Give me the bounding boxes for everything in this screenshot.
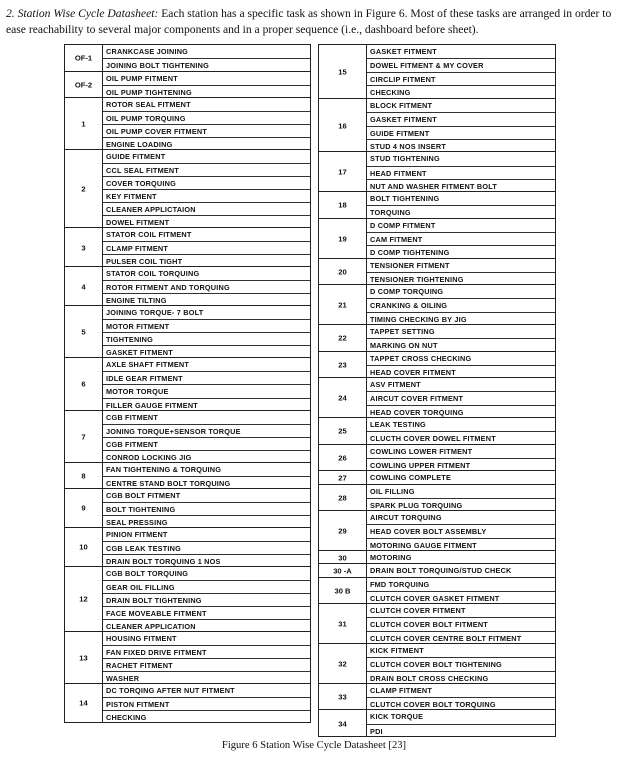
- task-row: COWLING LOWER FITMENT: [370, 446, 473, 456]
- task-row: MOTOR TORQUE: [103, 384, 310, 397]
- task-row: HEAD COVER FITMENT: [367, 365, 555, 378]
- station-group: [319, 258, 555, 286]
- station-number: 25: [338, 426, 347, 436]
- station-number: 16: [338, 121, 347, 131]
- station-number: 19: [338, 234, 347, 244]
- station-number: 23: [338, 360, 347, 370]
- station-number: 8: [81, 471, 86, 481]
- task-row: AIRCUT COVER FITMENT: [367, 391, 555, 404]
- task-row: MOTORING GAUGE FITMENT: [367, 538, 555, 551]
- task-row: KICK TORQUE: [370, 712, 424, 722]
- task-row: CCL SEAL FITMENT: [103, 163, 310, 176]
- task-row: GEAR OIL FILLING: [103, 580, 310, 593]
- task-row: PISTON FITMENT: [103, 697, 310, 710]
- figure-caption: Figure 6 Station Wise Cycle Datasheet [23]: [221, 740, 407, 751]
- task-row: CLEANER APPLICATION: [103, 619, 310, 632]
- station-group: [65, 45, 310, 71]
- task-row: STATOR COIL TORQUING: [106, 269, 200, 279]
- station-group: [319, 470, 555, 484]
- station-number: 9: [81, 503, 86, 513]
- station-number: 30: [338, 553, 347, 563]
- task-row: CGB FITMENT: [106, 412, 159, 422]
- task-row: GASKET FITMENT: [370, 47, 437, 56]
- station-number: 29: [338, 526, 347, 536]
- station-number: 18: [338, 200, 347, 210]
- station-group: [319, 98, 555, 152]
- station-group: [65, 488, 310, 528]
- station-number: 30 B: [334, 586, 351, 596]
- task-row: BOLT TIGHTENING: [103, 502, 310, 515]
- task-row: CONROD LOCKING JIG: [103, 450, 310, 463]
- task-row: BOLT TIGHTENING: [370, 194, 440, 204]
- task-row: PINION FITMENT: [106, 529, 168, 539]
- task-row: D COMP TORQUING: [370, 287, 444, 297]
- station-group: [319, 683, 555, 711]
- station-group: [65, 631, 310, 684]
- station-group: [319, 151, 555, 192]
- task-row: STUD 4 NOS INSERT: [367, 139, 555, 152]
- station-number: 14: [79, 698, 88, 708]
- task-row: LEAK TESTING: [370, 420, 426, 430]
- station-group: [65, 683, 310, 723]
- station-group: [65, 357, 310, 410]
- task-row: GASKET FITMENT: [103, 345, 310, 358]
- task-row: KEY FITMENT: [103, 189, 310, 202]
- task-row: GUIDE FITMENT: [106, 152, 166, 162]
- task-row: COWLING UPPER FITMENT: [367, 458, 555, 471]
- task-row: CGB LEAK TESTING: [103, 541, 310, 554]
- station-number: 15: [338, 67, 347, 77]
- task-row: CLUTCH COVER CENTRE BOLT FITMENT: [367, 631, 555, 644]
- station-number: 5: [81, 327, 86, 337]
- station-number: 27: [338, 473, 347, 483]
- task-row: PULSER COIL TIGHT: [103, 254, 310, 267]
- task-row: SPARK PLUG TORQUING: [367, 498, 555, 511]
- station-group: [65, 266, 310, 306]
- station-number: 30 -A: [333, 566, 352, 576]
- task-row: CHECKING: [367, 85, 555, 98]
- station-group: [319, 417, 555, 445]
- station-group: [319, 510, 555, 551]
- task-row: TORQUING: [367, 205, 555, 218]
- task-row: AXLE SHAFT FITMENT: [106, 360, 190, 370]
- station-group: [65, 527, 310, 567]
- station-group: [319, 218, 555, 259]
- task-row: DRAIN BOLT TORQUING/STUD CHECK: [370, 566, 512, 576]
- station-group: [319, 709, 555, 737]
- task-row: PDI: [367, 724, 555, 737]
- station-number: 13: [79, 653, 88, 663]
- task-row: HEAD COVER BOLT ASSEMBLY: [367, 524, 555, 537]
- task-row: ASV FITMENT: [370, 380, 421, 390]
- station-number: 31: [338, 619, 347, 629]
- task-row: ROTOR SEAL FITMENT: [106, 100, 191, 110]
- task-row: TAPPET SETTING: [370, 327, 435, 337]
- station-number: 2: [81, 184, 86, 194]
- station-number: OF-2: [74, 80, 93, 90]
- station-number: 21: [338, 300, 347, 310]
- task-row: CLUTCH COVER BOLT TORQUING: [367, 697, 555, 710]
- task-row: TIGHTENING: [103, 332, 310, 345]
- task-row: CLEANER APPLICTAION: [103, 202, 310, 215]
- task-row: CRANKCASE JOINING: [106, 47, 189, 56]
- task-row: CGB BOLT FITMENT: [106, 490, 181, 500]
- task-row: STUD TIGHTENING: [370, 154, 440, 164]
- task-row: JOINING TORQUE- 7 BOLT: [106, 308, 204, 318]
- station-number: 10: [79, 542, 88, 552]
- task-row: MOTORING: [370, 552, 412, 562]
- task-row: CLUTCH COVER FITMENT: [370, 606, 466, 616]
- station-number: 7: [81, 432, 86, 442]
- task-row: HEAD COVER TORQUING: [367, 405, 555, 418]
- section-body: Each station has a specific task as shown in Figure 6. Most of these tasks are arranged in order to ease reachability to several major components and in a proper sequence (i.e., dashboard before sheet).: [6, 7, 612, 36]
- task-row: OIL PUMP COVER FITMENT: [103, 124, 310, 137]
- station-group: [65, 227, 310, 267]
- station-group: [65, 71, 310, 98]
- station-group: [319, 284, 555, 325]
- station-number: 24: [338, 393, 347, 403]
- station-number: OF-1: [74, 53, 93, 63]
- task-row: CGB BOLT TORQUING: [106, 568, 189, 578]
- task-row: CHECKING: [103, 710, 310, 723]
- task-row: CIRCLIP FITMENT: [367, 72, 555, 85]
- task-row: DRAIN BOLT CROSS CHECKING: [367, 671, 555, 684]
- station-group: [319, 643, 555, 684]
- task-row: HEAD FITMENT: [367, 166, 555, 179]
- task-row: KICK FITMENT: [370, 645, 424, 655]
- task-row: JONING TORQUE+SENSOR TORQUE: [103, 424, 310, 437]
- station-number: 12: [79, 594, 88, 604]
- task-row: CLUTCH COVER BOLT FITMENT: [367, 617, 555, 630]
- station-group: [65, 149, 310, 228]
- task-row: RACHET FITMENT: [103, 658, 310, 671]
- task-row: NUT AND WASHER FITMENT BOLT: [367, 179, 555, 192]
- task-row: DOWEL FITMENT & MY COVER: [367, 58, 555, 71]
- station-number: 33: [338, 692, 347, 702]
- task-row: CAM FITMENT: [367, 232, 555, 245]
- station-number: 6: [81, 379, 86, 389]
- station-number: 3: [81, 243, 86, 253]
- station-group: [65, 97, 310, 150]
- task-row: FAN TIGHTENING & TORQUING: [106, 464, 222, 474]
- left-station-table: [64, 44, 311, 723]
- task-row: FMD TORQUING: [370, 579, 430, 589]
- task-row: OIL FILLING: [370, 486, 415, 496]
- task-row: CLUTCH COVER GASKET FITMENT: [367, 591, 555, 604]
- task-row: AIRCUT TORQUING: [370, 513, 442, 523]
- station-group: [319, 444, 555, 472]
- task-row: STATOR COIL FITMENT: [106, 230, 192, 240]
- task-row: OIL PUMP FITMENT: [106, 74, 178, 84]
- station-number: 4: [81, 282, 86, 292]
- task-row: OIL PUMP TIGHTENING: [103, 85, 310, 98]
- task-row: IDLE GEAR FITMENT: [103, 371, 310, 384]
- task-row: DC TORQING AFTER NUT FITMENT: [106, 685, 235, 695]
- task-row: TIMING CHECKING BY JIG: [367, 312, 555, 325]
- task-row: BLOCK FITMENT: [370, 101, 433, 111]
- task-row: SEAL PRESSING: [103, 515, 310, 528]
- station-group: [319, 563, 555, 577]
- station-number: 32: [338, 659, 347, 669]
- task-row: JOINING BOLT TIGHTENING: [103, 58, 310, 71]
- task-row: GUIDE FITMENT: [367, 126, 555, 139]
- task-row: CLUTCH COVER BOLT TIGHTENING: [367, 657, 555, 670]
- station-number: 26: [338, 453, 347, 463]
- task-row: ENGINE LOADING: [103, 137, 310, 150]
- task-row: CLUCTH COVER DOWEL FITMENT: [367, 431, 555, 444]
- station-group: [319, 603, 555, 644]
- station-number: 17: [338, 167, 347, 177]
- task-row: OIL PUMP TORQUING: [103, 111, 310, 124]
- task-row: D COMP FITMENT: [370, 220, 436, 230]
- task-row: FACE MOVEABLE FITMENT: [103, 606, 310, 619]
- task-row: COVER TORQUING: [103, 176, 310, 189]
- station-group: [319, 377, 555, 418]
- task-row: HOUSING FITMENT: [106, 633, 177, 643]
- task-row: FILLER GAUGE FITMENT: [103, 398, 310, 411]
- task-row: WASHER: [103, 671, 310, 684]
- station-number: 20: [338, 267, 347, 277]
- section-heading: 2. Station Wise Cycle Datasheet:: [6, 7, 159, 20]
- station-group: [319, 577, 555, 605]
- task-row: CLAMP FITMENT: [370, 685, 433, 695]
- station-group: [319, 550, 555, 564]
- station-number: 34: [338, 719, 347, 729]
- task-row: CLAMP FITMENT: [103, 241, 310, 254]
- task-row: CENTRE STAND BOLT TORQUING: [103, 476, 310, 489]
- task-row: TENSIONER TIGHTENING: [367, 272, 555, 285]
- task-row: MARKING ON NUT: [367, 338, 555, 351]
- station-number: 28: [338, 493, 347, 503]
- task-row: ROTOR FITMENT AND TORQUING: [103, 280, 310, 293]
- task-row: GASKET FITMENT: [367, 112, 555, 125]
- station-number: 22: [338, 333, 347, 343]
- task-row: COWLING COMPLETE: [370, 473, 452, 483]
- station-group: [319, 484, 555, 512]
- task-row: FAN FIXED DRIVE FITMENT: [103, 645, 310, 658]
- task-row: ENGINE TILTING: [103, 293, 310, 306]
- task-row: TAPPET CROSS CHECKING: [370, 353, 472, 363]
- task-row: DRAIN BOLT TIGHTENING: [103, 593, 310, 606]
- task-row: MOTOR FITMENT: [103, 319, 310, 332]
- station-group: [319, 45, 555, 98]
- task-row: TENSIONER FITMENT: [370, 260, 450, 270]
- intro-paragraph: [6, 6, 624, 38]
- station-group: [319, 191, 555, 219]
- station-group: [65, 462, 310, 489]
- task-row: CGB FITMENT: [103, 437, 310, 450]
- station-group: [319, 351, 555, 379]
- station-group: [65, 410, 310, 463]
- task-row: CRANKING & OILING: [367, 298, 555, 311]
- station-number: 1: [81, 119, 86, 129]
- station-group: [319, 324, 555, 352]
- station-group: [65, 566, 310, 632]
- task-row: DOWEL FITMENT: [103, 215, 310, 228]
- right-station-table: [318, 44, 556, 737]
- task-row: DRAIN BOLT TORQUING 1 NOS: [103, 554, 310, 567]
- task-row: D COMP TIGHTENING: [367, 245, 555, 258]
- station-group: [65, 305, 310, 358]
